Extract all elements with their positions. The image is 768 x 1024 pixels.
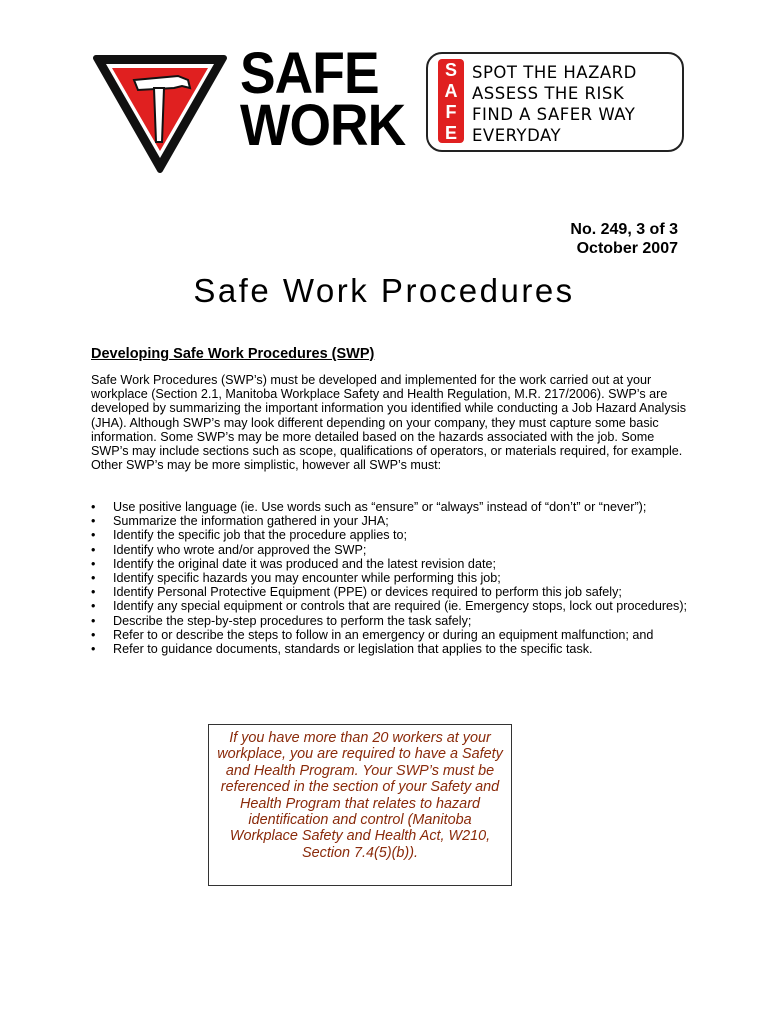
bullet-icon: • (91, 542, 96, 557)
wordmark-line: SAFE (240, 41, 379, 106)
list-item-text: Identify specific hazards you may encounter while performing this job; (113, 571, 501, 586)
bullet-icon: • (91, 599, 96, 614)
list-item (91, 585, 691, 599)
bullet-icon: • (91, 642, 96, 657)
list-item-text: Use positive language (ie. Use words such as “ensure” or “always” instead of “don’t” or “never”); (113, 500, 647, 514)
issue-number: No. 249, 3 of 3 (570, 221, 678, 238)
issue-info (570, 220, 678, 258)
bullet-icon: • (91, 528, 96, 543)
list-item-text: Identify the specific job that the procedure applies to; (113, 528, 408, 543)
acronym-letter: S (444, 60, 457, 80)
list-item-text: Describe the step-by-step procedures to perform the task safely; (113, 613, 472, 628)
bullet-icon: • (91, 613, 96, 628)
program-callout: If you have more than 20 workers at your workplace, you are required to have a Safety and Health Program. Your SWP’s must be referenced in the section of your Safety and Health Program that relates to hazard identification and control (Manitoba Workplace Safety and Health Act, W210, Section 7.4(5)(b)). (208, 724, 512, 886)
list-item-text: Refer to guidance documents, standards or legislation that applies to the specific task. (113, 642, 593, 657)
list-item-text: Identify any special equipment or controls that are required (ie. Emergency stops, lock out procedures); (113, 599, 688, 614)
list-item (91, 614, 691, 628)
list-item (91, 557, 691, 571)
list-item (91, 599, 691, 613)
bullet-icon: • (91, 571, 96, 586)
list-item (91, 528, 691, 542)
acronym-letter: F (445, 102, 457, 122)
list-item-text: Summarize the information gathered in your JHA; (113, 514, 389, 529)
list-item (91, 628, 691, 642)
safe-work-wordmark (240, 41, 406, 158)
bullet-icon: • (91, 500, 96, 514)
bullet-icon: • (91, 585, 96, 600)
list-item-text: Identify Personal Protective Equipment (PPE) or devices required to perform this job safely; (113, 585, 622, 600)
list-item (91, 500, 691, 514)
wordmark-line: WORK (240, 93, 406, 158)
acronym-line: ASSESS THE RISK (472, 84, 625, 103)
requirements-list (91, 500, 691, 656)
acronym-letter: E (444, 123, 457, 143)
acronym-letter: A (444, 81, 458, 101)
section-paragraph: Safe Work Procedures (SWP’s) must be developed and implemented for the work carried out at your workplace (Section 2.1, Manitoba Workplace Safety and Health Regulation, M.R. 217/2006). SWP’s are developed by summarizing the important information you identified while conducting a Job Hazard Analysis (JHA). Although SWP’s may look different depending on your company, they must capture some basic information. Some SWP’s may be more detailed based on the hazards associated with the job. Some SWP’s may include sections such as scope, qualifications of operators, or materials required, for example. Other SWP’s may be more simplistic, however all SWP’s must: (91, 373, 687, 473)
list-item-text: Refer to or describe the steps to follow in an emergency or during an equipment malfunction; and (113, 627, 654, 642)
bullet-icon: • (91, 556, 96, 571)
acronym-line: SPOT THE HAZARD (472, 63, 637, 82)
acronym-line: EVERYDAY (472, 126, 562, 145)
safe-work-logo-triangle (90, 50, 230, 175)
list-item (91, 514, 691, 528)
page-title: Safe Work Procedures (193, 272, 575, 309)
list-item (91, 571, 691, 585)
bullet-icon: • (91, 627, 96, 642)
list-item-text: Identify who wrote and/or approved the SWP; (113, 542, 367, 557)
acronym-line: FIND A SAFER WAY (472, 105, 636, 124)
list-item (91, 543, 691, 557)
list-item-text: Identify the original date it was produced and the latest revision date; (113, 556, 496, 571)
list-item (91, 642, 691, 656)
issue-date: October 2007 (576, 240, 678, 257)
section-heading: Developing Safe Work Procedures (SWP) (91, 346, 375, 362)
bullet-icon: • (91, 514, 96, 529)
